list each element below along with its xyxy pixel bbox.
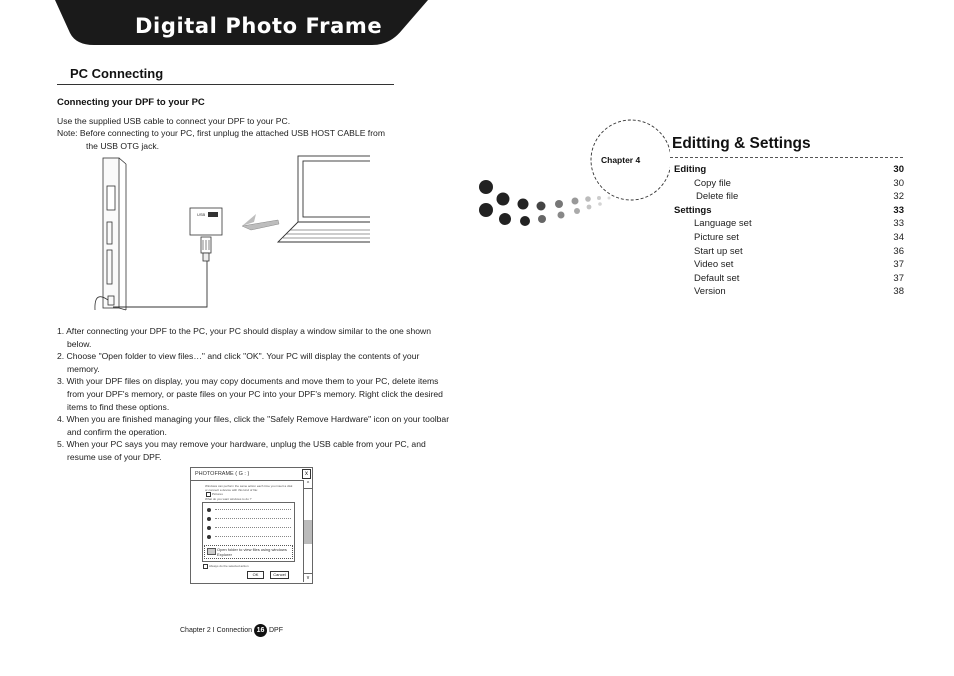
toc-page: 38 xyxy=(893,286,904,298)
toc-row[interactable] xyxy=(674,163,904,177)
arrow-left-icon xyxy=(242,214,279,230)
toc-row[interactable] xyxy=(674,272,904,286)
laptop-icon xyxy=(278,156,370,242)
list-item: 1. After connecting your DPF to the PC, your PC should display a window similar to the one shown below. xyxy=(57,326,432,349)
footer-dpf: DPF xyxy=(269,627,283,634)
toc-page: 30 xyxy=(893,177,904,189)
toc-row[interactable] xyxy=(674,204,904,218)
toc-label: Editing xyxy=(674,164,707,175)
option-icon xyxy=(207,535,211,539)
usb-plug-icon xyxy=(201,237,211,261)
dialog-title: PHOTOFRAME ( G : ) xyxy=(195,471,250,477)
page-title: Digital Photo Frame xyxy=(135,14,383,38)
toc-page: 34 xyxy=(893,231,904,243)
subsection-title: Connecting your DPF to your PC xyxy=(57,97,205,108)
toc-page: 37 xyxy=(893,272,904,284)
pictures-checkbox-label: Pictures xyxy=(212,492,223,496)
list-item: 5. When your PC says you may remove your hardware, unplug the USB cable from your PC, and resume use of your DPF. xyxy=(57,439,426,462)
footer-chapter: Chapter 2 I Connection xyxy=(180,627,252,634)
table-of-contents xyxy=(674,163,904,299)
toc-label: Settings xyxy=(674,204,712,216)
toc-page: 36 xyxy=(893,245,904,257)
list-item: 3. With your DPF files on display, you may copy documents and move them to your PC, delete items from your DPF's memory, or paste files on your PC into your DPF's memory. Right click the desired items to find these options. xyxy=(57,376,443,412)
always-checkbox-label: Always do the selected action xyxy=(209,564,249,568)
toc-label: Video set xyxy=(694,259,734,271)
folder-icon xyxy=(207,548,216,555)
toc-row[interactable] xyxy=(674,217,904,231)
photo-frame-icon xyxy=(95,158,126,310)
option-line xyxy=(215,536,291,537)
section-divider xyxy=(57,84,394,85)
toc-row[interactable] xyxy=(674,245,904,259)
list-item: 4. When you are finished managing your files, click the "Safely Remove Hardware" icon on your toolbar and confirm the operation. xyxy=(57,414,450,437)
toc-page: 33 xyxy=(893,218,904,230)
toc-label: Language set xyxy=(694,218,752,230)
decorative-dots xyxy=(479,180,611,226)
section-title: PC Connecting xyxy=(70,66,164,81)
dialog-close-button[interactable]: x xyxy=(302,469,311,479)
scroll-thumb[interactable] xyxy=(304,520,312,544)
toc-label: Picture set xyxy=(694,231,739,243)
option-line xyxy=(215,509,291,510)
dialog-line1: Windows can perform the same action each time you insert a disk xyxy=(205,484,293,488)
toc-label: Copy file xyxy=(694,177,731,189)
toc-label: Delete file xyxy=(696,191,739,203)
toc-page: 37 xyxy=(893,259,904,271)
toc-label: Default set xyxy=(694,272,740,284)
note-text-line2: the USB OTG jack. xyxy=(86,141,160,151)
chapter-label: Chapter 4 xyxy=(601,155,641,165)
toc-page: 30 xyxy=(893,164,904,175)
connection-illustration xyxy=(80,150,370,320)
scroll-down-icon[interactable]: v xyxy=(304,573,312,582)
usb-port-label: USB xyxy=(197,212,206,217)
dialog-line2: or connect a device with this kind of file: xyxy=(205,488,258,492)
intro-text: Use the supplied USB cable to connect your DPF to your PC. xyxy=(57,116,291,126)
note-text-line1: Note: Before connecting to your PC, first unplug the attached USB HOST CABLE from xyxy=(57,128,385,138)
toc-page: 33 xyxy=(893,204,904,216)
toc-row[interactable] xyxy=(674,231,904,245)
page-footer xyxy=(180,624,283,637)
option-icon xyxy=(207,517,211,521)
toc-label: Version xyxy=(694,286,726,298)
dialog-titlebar xyxy=(191,468,312,481)
option-line xyxy=(215,527,291,528)
toc-row[interactable] xyxy=(674,190,904,204)
always-checkbox[interactable] xyxy=(203,564,208,569)
chapter-divider xyxy=(670,157,903,158)
list-item: 2. Choose "Open folder to view files…" and click "OK". Your PC will display the contents of your memory. xyxy=(57,351,420,374)
scroll-up-icon[interactable]: ^ xyxy=(304,480,312,489)
selected-option-label: Open folder to view files using windows Explorer xyxy=(217,547,287,557)
steps-list xyxy=(57,325,452,464)
option-icon xyxy=(207,508,211,512)
toc-page: 32 xyxy=(893,191,904,203)
dialog-question: What do you want windows to do ? xyxy=(205,497,252,501)
option-icon xyxy=(207,526,211,530)
selected-option[interactable] xyxy=(204,545,293,559)
chapter-decoration xyxy=(470,118,670,228)
toc-row[interactable] xyxy=(674,285,904,299)
page-number: 16 xyxy=(254,624,267,637)
usb-port-icon xyxy=(208,212,218,217)
autoplay-dialog xyxy=(190,467,313,584)
dialog-scrollbar[interactable] xyxy=(303,480,312,582)
option-line xyxy=(215,518,291,519)
chapter-title: Editting & Settings xyxy=(672,135,811,152)
toc-row[interactable] xyxy=(674,258,904,272)
ok-button[interactable]: OK xyxy=(247,571,264,579)
cancel-button[interactable]: Cancel xyxy=(270,571,289,579)
toc-row[interactable] xyxy=(674,177,904,191)
toc-label: Start up set xyxy=(694,245,743,257)
dialog-options-list[interactable] xyxy=(202,502,295,562)
